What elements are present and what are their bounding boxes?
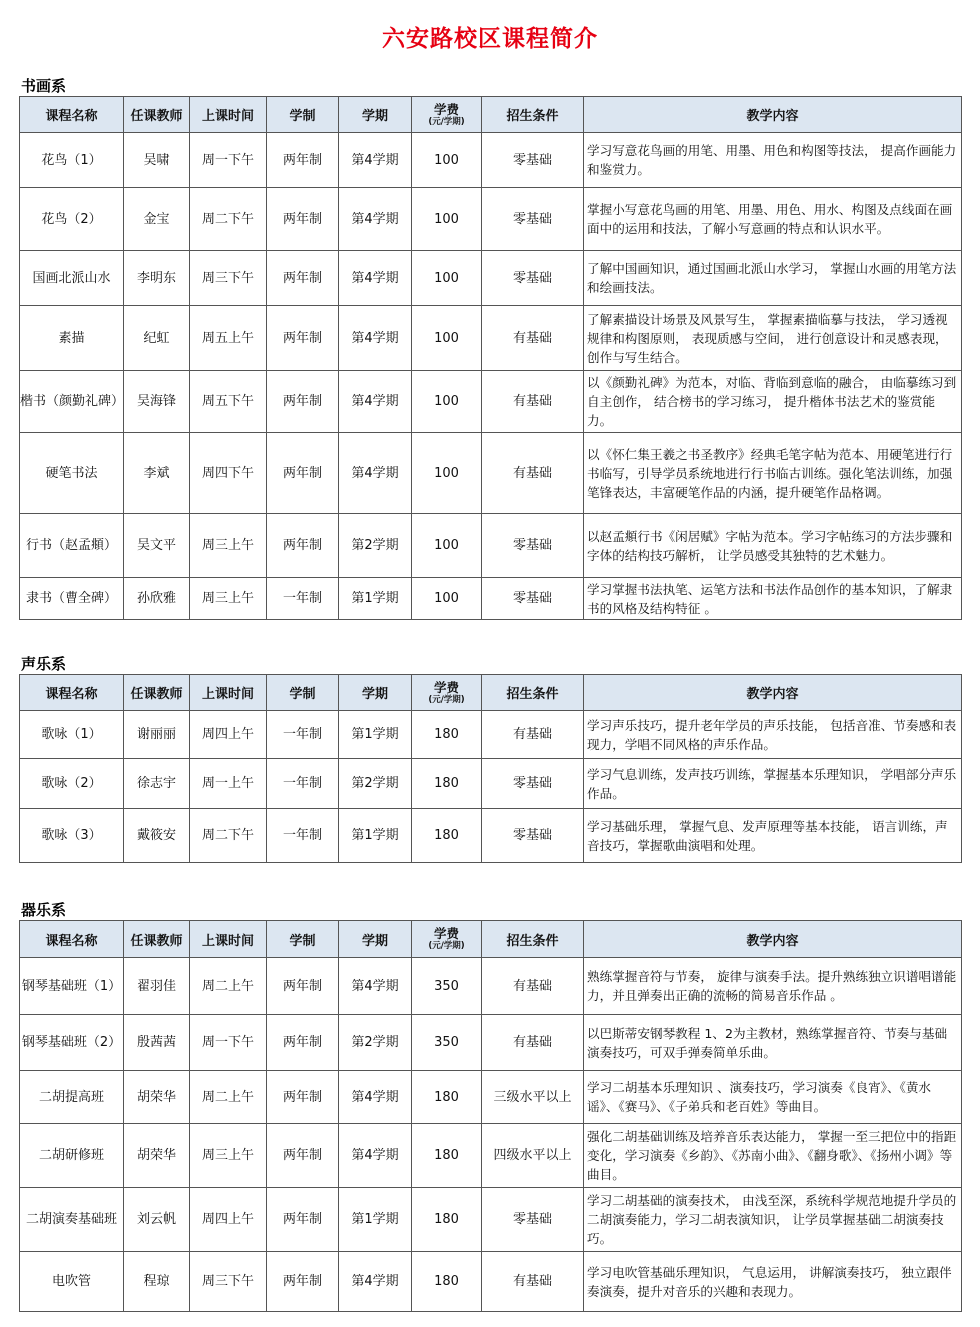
table-row: [20, 578, 962, 620]
system: 一年制: [267, 809, 339, 863]
fee: 100: [412, 133, 482, 188]
teaching-content: 学习二胡基础的演奏技术， 由浅至深，系统科学规范地提升学员的二胡演奏能力，学习二胡表演知识， 让学员掌握基础二胡演奏技巧。: [584, 1188, 962, 1252]
teaching-content: 以赵孟頫行书《闲居赋》字帖为范本。学习字帖练习的方法步骤和字体的结构技巧解析， 让学员感受其独特的艺术魅力。: [584, 514, 962, 578]
system: 一年制: [267, 759, 339, 809]
course-table-instrumental-music: [19, 920, 962, 1312]
header-fee: [412, 921, 482, 958]
header-fee-label: 学费: [433, 926, 459, 941]
header-content: 教学内容: [584, 675, 962, 711]
requirement: 零基础: [482, 251, 584, 306]
table-row: [20, 1188, 962, 1252]
teacher: 吴啸: [124, 133, 190, 188]
table-row: [20, 133, 962, 188]
header-term: 学期: [339, 675, 412, 711]
section-title-calligraphy-painting: 书画系: [21, 77, 67, 95]
fee: 180: [412, 711, 482, 759]
course-name: 二胡演奏基础班: [20, 1188, 124, 1252]
page-title: 六安路校区课程简介: [382, 26, 598, 52]
header-class-time: 上课时间: [190, 921, 267, 958]
system: 两年制: [267, 1252, 339, 1312]
fee: 180: [412, 1252, 482, 1312]
requirement: 有基础: [482, 1252, 584, 1312]
term: 第4学期: [339, 251, 412, 306]
course-name: 钢琴基础班（1）: [20, 958, 124, 1015]
table-row: [20, 188, 962, 251]
teacher: 吴海锋: [124, 371, 190, 433]
system: 两年制: [267, 251, 339, 306]
header-system: 学制: [267, 921, 339, 958]
header-requirement: 招生条件: [482, 97, 584, 133]
teacher: 纪虹: [124, 306, 190, 371]
course-name: 楷书（颜勤礼碑）: [20, 371, 124, 433]
teacher: 刘云帆: [124, 1188, 190, 1252]
table-row: [20, 433, 962, 514]
header-fee-unit: (元/学期): [428, 116, 465, 127]
system: 两年制: [267, 133, 339, 188]
table-row: [20, 514, 962, 578]
header-course-name: 课程名称: [20, 921, 124, 958]
table-row: [20, 759, 962, 809]
fee: 180: [412, 1188, 482, 1252]
table-row: [20, 809, 962, 863]
course-name: 行书（赵孟頫）: [20, 514, 124, 578]
system: 一年制: [267, 711, 339, 759]
header-fee: [412, 675, 482, 711]
system: 两年制: [267, 371, 339, 433]
teacher: 孙欣雅: [124, 578, 190, 620]
teacher: 李明东: [124, 251, 190, 306]
fee: 100: [412, 251, 482, 306]
term: 第4学期: [339, 1124, 412, 1188]
header-teacher: 任课教师: [124, 675, 190, 711]
class-time: 周三下午: [190, 251, 267, 306]
header-system: 学制: [267, 97, 339, 133]
table-row: [20, 1015, 962, 1071]
course-name: 花鸟（2）: [20, 188, 124, 251]
course-name: 硬笔书法: [20, 433, 124, 514]
teacher: 徐志宇: [124, 759, 190, 809]
fee: 100: [412, 514, 482, 578]
class-time: 周二上午: [190, 958, 267, 1015]
requirement: 零基础: [482, 809, 584, 863]
class-time: 周三上午: [190, 1124, 267, 1188]
fee: 100: [412, 306, 482, 371]
table-row: [20, 371, 962, 433]
fee: 180: [412, 1071, 482, 1124]
teaching-content: 学习基础乐理， 掌握气息、发声原理等基本技能， 语言训练，声音技巧，掌握歌曲演唱和处理。: [584, 809, 962, 863]
system: 两年制: [267, 958, 339, 1015]
class-time: 周一上午: [190, 759, 267, 809]
course-name: 花鸟（1）: [20, 133, 124, 188]
fee: 350: [412, 958, 482, 1015]
teacher: 翟羽佳: [124, 958, 190, 1015]
teacher: 戴筱安: [124, 809, 190, 863]
term: 第4学期: [339, 1071, 412, 1124]
system: 两年制: [267, 1071, 339, 1124]
system: 两年制: [267, 1188, 339, 1252]
header-content: 教学内容: [584, 921, 962, 958]
table-header-row: [20, 97, 962, 133]
term: 第4学期: [339, 958, 412, 1015]
course-name: 歌咏（1）: [20, 711, 124, 759]
system: 两年制: [267, 514, 339, 578]
requirement: 零基础: [482, 133, 584, 188]
course-name: 素描: [20, 306, 124, 371]
course-table-vocal-music: [19, 674, 962, 863]
course-name: 二胡研修班: [20, 1124, 124, 1188]
term: 第4学期: [339, 1252, 412, 1312]
requirement: 有基础: [482, 1015, 584, 1071]
teaching-content: 学习声乐技巧，提升老年学员的声乐技能， 包括音准、节奏感和表现力，学唱不同风格的声乐作品。: [584, 711, 962, 759]
class-time: 周三上午: [190, 578, 267, 620]
course-table-calligraphy-painting: [19, 96, 962, 620]
class-time: 周三下午: [190, 1252, 267, 1312]
class-time: 周一下午: [190, 1015, 267, 1071]
teaching-content: 以巴斯蒂安钢琴教程 1、2为主教材，熟练掌握音符、节奏与基础演奏技巧，可双手弹奏简单乐曲。: [584, 1015, 962, 1071]
teacher: 金宝: [124, 188, 190, 251]
class-time: 周二下午: [190, 188, 267, 251]
teaching-content: 以《怀仁集王羲之书圣教序》经典毛笔字帖为范本、用硬笔进行行书临写，引导学员系统地进行行书临古训练。强化笔法训练，加强笔锋表达，丰富硬笔作品的内涵，提升硬笔作品格调。: [584, 433, 962, 514]
fee: 350: [412, 1015, 482, 1071]
section-title-instrumental-music: 器乐系: [21, 901, 67, 919]
teacher: 谢丽丽: [124, 711, 190, 759]
teacher: 李斌: [124, 433, 190, 514]
teaching-content: 以《颜勤礼碑》为范本，对临、背临到意临的融合， 由临摹练习到自主创作， 结合榜书的学习练习， 提升楷体书法艺术的鉴赏能力。: [584, 371, 962, 433]
header-course-name: 课程名称: [20, 97, 124, 133]
term: 第1学期: [339, 809, 412, 863]
course-name: 二胡提高班: [20, 1071, 124, 1124]
header-class-time: 上课时间: [190, 97, 267, 133]
header-fee-unit: (元/学期): [428, 941, 465, 951]
section-title-vocal-music: 声乐系: [21, 655, 67, 673]
class-time: 周五上午: [190, 306, 267, 371]
requirement: 零基础: [482, 1188, 584, 1252]
requirement: 有基础: [482, 306, 584, 371]
requirement: 三级水平以上: [482, 1071, 584, 1124]
teaching-content: 了解素描设计场景及风景写生， 掌握素描临摹与技法， 学习透视规律和构图原则， 表现质感与空间， 进行创意设计和灵感表现，创作与写生结合。: [584, 306, 962, 371]
header-fee-unit: (元/学期): [428, 694, 465, 705]
header-term: 学期: [339, 921, 412, 958]
system: 两年制: [267, 1015, 339, 1071]
term: 第4学期: [339, 433, 412, 514]
requirement: 有基础: [482, 958, 584, 1015]
term: 第4学期: [339, 371, 412, 433]
fee: 180: [412, 1124, 482, 1188]
term: 第1学期: [339, 711, 412, 759]
teacher: 殷茜茜: [124, 1015, 190, 1071]
system: 一年制: [267, 578, 339, 620]
course-name: 歌咏（3）: [20, 809, 124, 863]
header-content: 教学内容: [584, 97, 962, 133]
system: 两年制: [267, 306, 339, 371]
header-teacher: 任课教师: [124, 97, 190, 133]
fee: 100: [412, 371, 482, 433]
term: 第2学期: [339, 759, 412, 809]
teaching-content: 强化二胡基础训练及培养音乐表达能力， 掌握一至三把位中的指距变化，学习演奏《乡韵》、《苏南小曲》、《翻身歌》、《扬州小调》等曲目。: [584, 1124, 962, 1188]
table-row: [20, 958, 962, 1015]
course-name: 歌咏（2）: [20, 759, 124, 809]
requirement: 有基础: [482, 433, 584, 514]
table-row: [20, 306, 962, 371]
fee: 100: [412, 433, 482, 514]
header-teacher: 任课教师: [124, 921, 190, 958]
class-time: 周四下午: [190, 433, 267, 514]
fee: 100: [412, 578, 482, 620]
term: 第1学期: [339, 578, 412, 620]
teaching-content: 学习二胡基本乐理知识 、演奏技巧，学习演奏《良宵》、《黄水谣》、《赛马》、《子弟兵和老百姓》等曲目。: [584, 1071, 962, 1124]
class-time: 周四上午: [190, 711, 267, 759]
teaching-content: 掌握小写意花鸟画的用笔、用墨、用色、用水、构图及点线面在画面中的运用和技法，了解小写意画的特点和认识水平。: [584, 188, 962, 251]
header-requirement: 招生条件: [482, 921, 584, 958]
teaching-content: 了解中国画知识，通过国画北派山水学习， 掌握山水画的用笔方法和绘画技法。: [584, 251, 962, 306]
term: 第1学期: [339, 1188, 412, 1252]
class-time: 周四上午: [190, 1188, 267, 1252]
requirement: 零基础: [482, 514, 584, 578]
requirement: 有基础: [482, 371, 584, 433]
class-time: 周五下午: [190, 371, 267, 433]
teacher: 胡荣华: [124, 1124, 190, 1188]
header-fee: [412, 97, 482, 133]
teaching-content: 学习写意花鸟画的用笔、用墨、用色和构图等技法， 提高作画能力和鉴赏力。: [584, 133, 962, 188]
term: 第2学期: [339, 514, 412, 578]
teaching-content: 熟练掌握音符与节奏， 旋律与演奏手法。提升熟练独立识谱唱谱能力，并且弹奏出正确的流畅的简易音乐作品 。: [584, 958, 962, 1015]
requirement: 零基础: [482, 188, 584, 251]
class-time: 周一下午: [190, 133, 267, 188]
table-row: [20, 1124, 962, 1188]
teaching-content: 学习电吹管基础乐理知识， 气息运用， 讲解演奏技巧， 独立跟伴奏演奏，提升对音乐的兴趣和表现力。: [584, 1252, 962, 1312]
header-course-name: 课程名称: [20, 675, 124, 711]
system: 两年制: [267, 1124, 339, 1188]
table-header-row: [20, 675, 962, 711]
header-class-time: 上课时间: [190, 675, 267, 711]
course-name: 国画北派山水: [20, 251, 124, 306]
requirement: 零基础: [482, 759, 584, 809]
teacher: 程琼: [124, 1252, 190, 1312]
course-name: 电吹管: [20, 1252, 124, 1312]
table-row: [20, 1252, 962, 1312]
fee: 180: [412, 809, 482, 863]
system: 两年制: [267, 188, 339, 251]
header-term: 学期: [339, 97, 412, 133]
term: 第2学期: [339, 1015, 412, 1071]
teacher: 胡荣华: [124, 1071, 190, 1124]
term: 第4学期: [339, 188, 412, 251]
requirement: 零基础: [482, 578, 584, 620]
requirement: 有基础: [482, 711, 584, 759]
header-fee-label: 学费: [433, 101, 459, 117]
system: 两年制: [267, 433, 339, 514]
class-time: 周二下午: [190, 809, 267, 863]
header-fee-label: 学费: [433, 679, 459, 695]
teacher: 吴文平: [124, 514, 190, 578]
requirement: 四级水平以上: [482, 1124, 584, 1188]
class-time: 周二上午: [190, 1071, 267, 1124]
fee: 180: [412, 759, 482, 809]
header-system: 学制: [267, 675, 339, 711]
teaching-content: 学习掌握书法执笔、运笔方法和书法作品创作的基本知识，了解隶书的风格及结构特征 。: [584, 578, 962, 620]
term: 第4学期: [339, 133, 412, 188]
teaching-content: 学习气息训练，发声技巧训练，掌握基本乐理知识， 学唱部分声乐作品。: [584, 759, 962, 809]
header-requirement: 招生条件: [482, 675, 584, 711]
table-row: [20, 251, 962, 306]
class-time: 周三上午: [190, 514, 267, 578]
table-row: [20, 711, 962, 759]
table-header-row: [20, 921, 962, 958]
fee: 100: [412, 188, 482, 251]
table-row: [20, 1071, 962, 1124]
course-name: 隶书（曹全碑）: [20, 578, 124, 620]
course-name: 钢琴基础班（2）: [20, 1015, 124, 1071]
term: 第4学期: [339, 306, 412, 371]
